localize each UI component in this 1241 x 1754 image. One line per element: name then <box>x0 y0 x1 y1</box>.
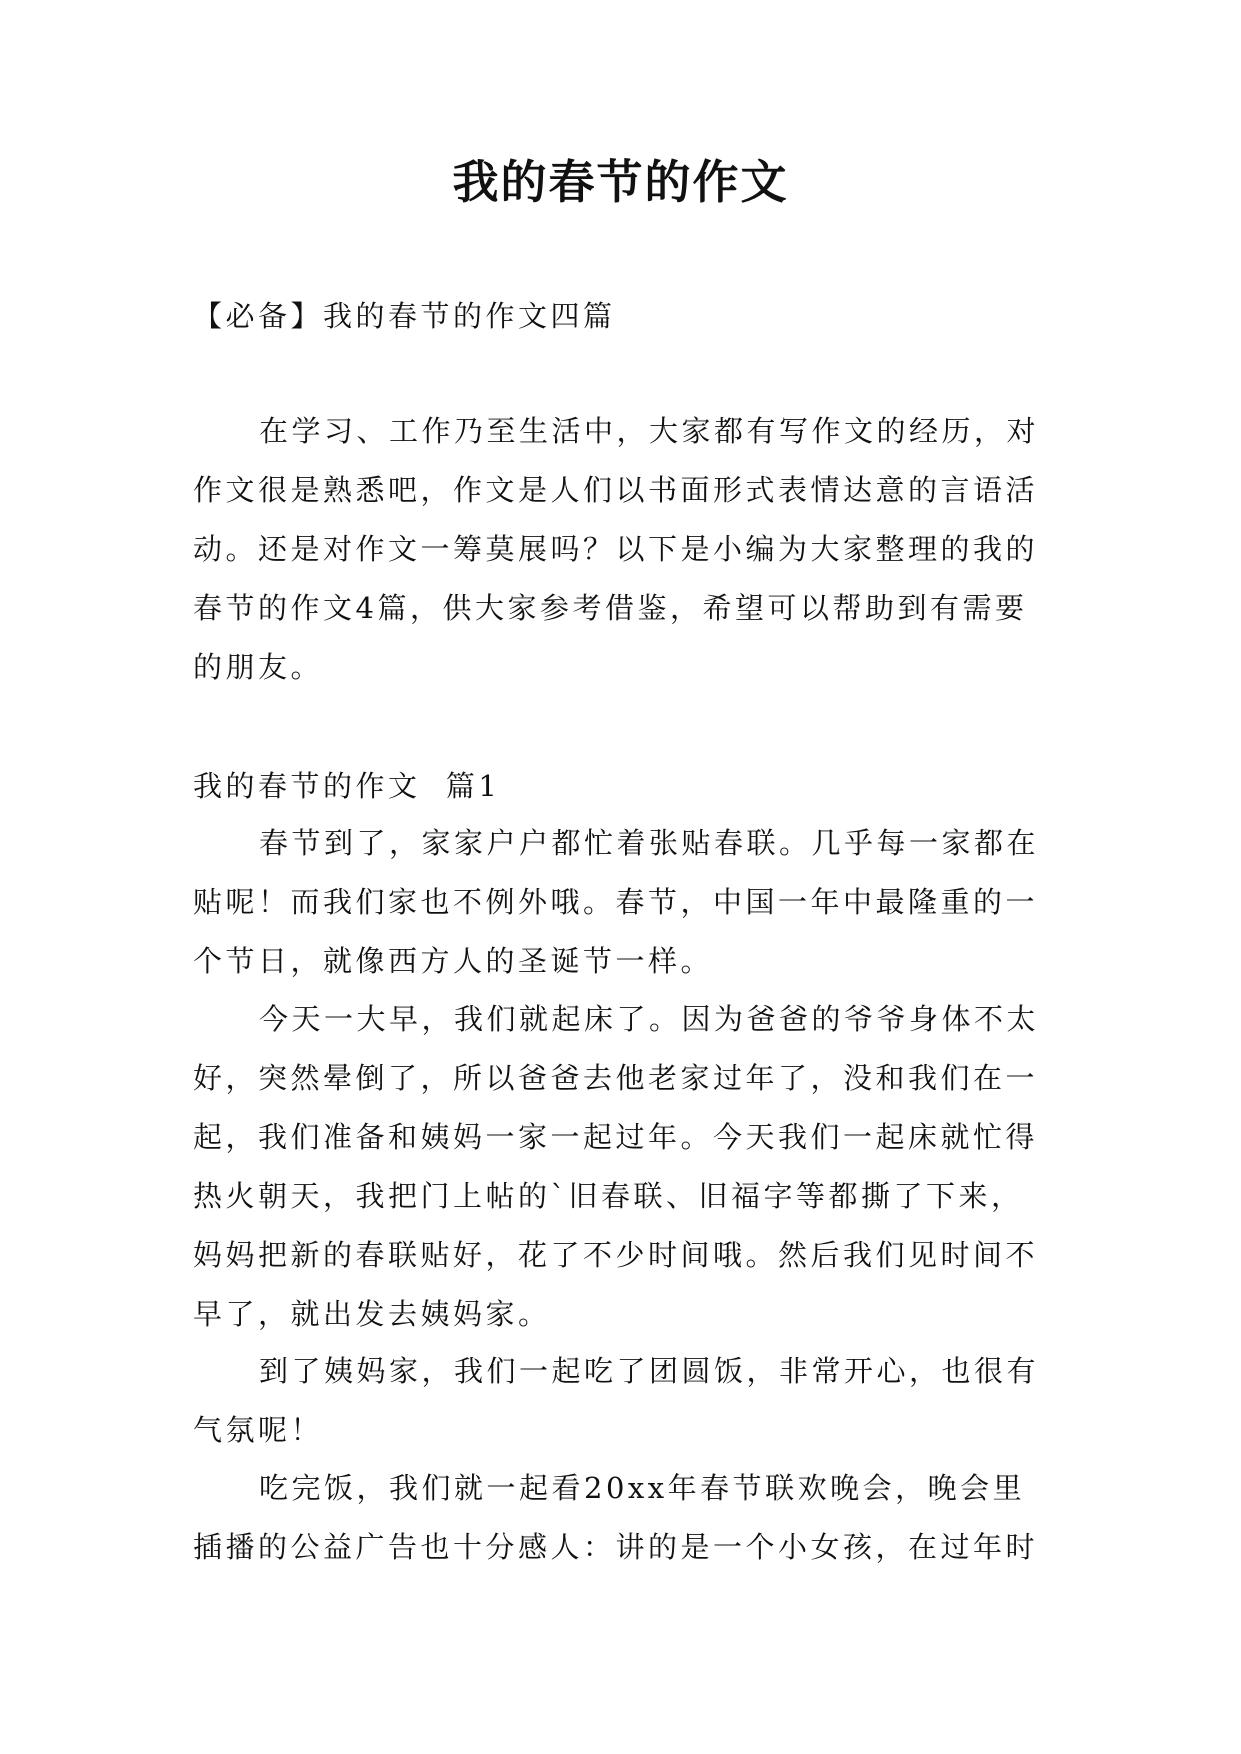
body-paragraph: 今天一大早，我们就起床了。因为爸爸的爷爷身体不太好，突然晕倒了，所以爸爸去他老家过年了，没和我们在一起，我们准备和姨妈一家一起过年。今天我们一起床就忙得热火朝天，我把门上帖的`旧春联、旧福字等都撕了下来，妈妈把新的春联贴好，花了不少时间哦。然后我们见时间不早了，就出发去姨妈家。 <box>193 1002 1040 1331</box>
body-paragraph: 春节到了，家家户户都忙着张贴春联。几乎每一家都在贴呢！而我们家也不例外哦。春节，中国一年中最隆重的一个节日，就像西方人的圣诞节一样。 <box>193 826 1040 978</box>
intro-paragraph: 在学习、工作乃至生活中，大家都有写作文的经历，对作文很是熟悉吧，作文是人们以书面形式表情达意的言语活动。还是对作文一筹莫展吗？以下是小编为大家整理的我的春节的作文4篇，供大家参考借鉴，希望可以帮助到有需要的朋友。 <box>193 414 1040 684</box>
document-subtitle: 【必备】我的春节的作文四篇 <box>193 299 616 333</box>
body-paragraph: 吃完饭，我们就一起看20xx年春节联欢晚会，晚会里插播的公益广告也十分感人：讲的是一个小女孩，在过年时 <box>193 1471 1039 1564</box>
section-heading: 我的春节的作文 篇1 <box>193 769 501 803</box>
body-paragraph: 到了姨妈家，我们一起吃了团圆饭，非常开心，也很有气氛呢！ <box>193 1354 1040 1447</box>
document-title: 我的春节的作文 <box>452 155 789 209</box>
